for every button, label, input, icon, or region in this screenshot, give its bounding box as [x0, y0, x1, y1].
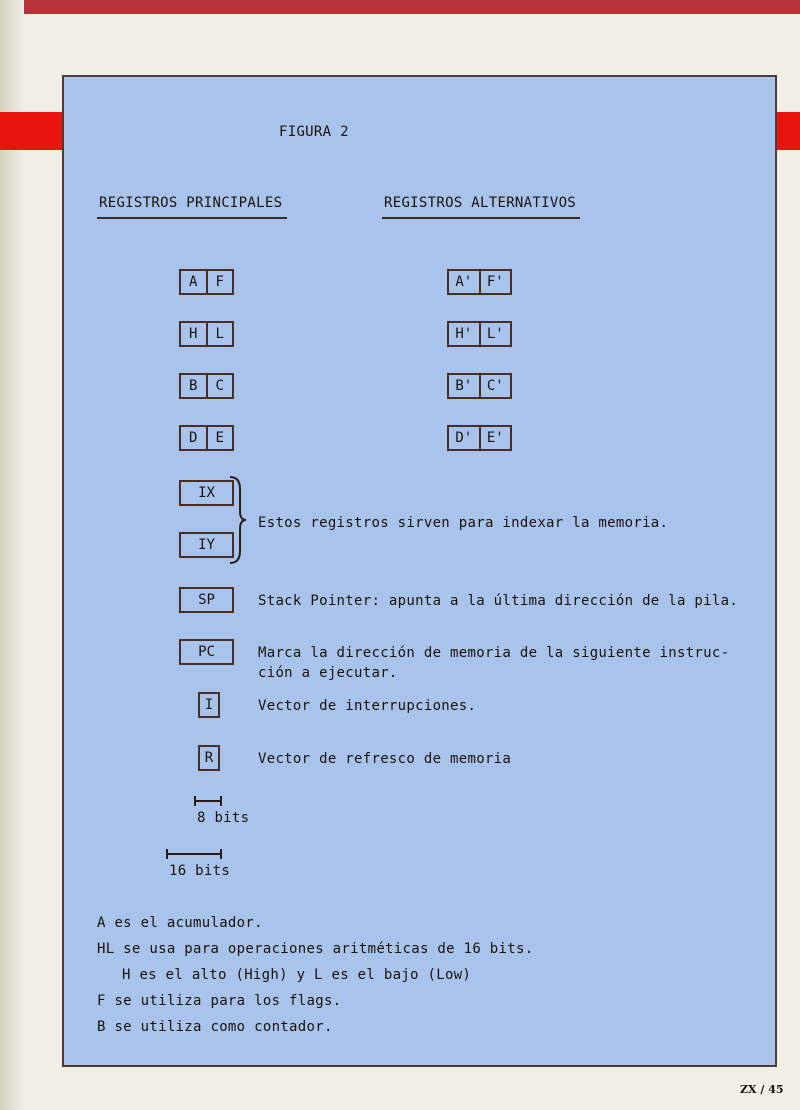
main-heading-underline: [97, 217, 287, 219]
register-sp: [179, 587, 234, 613]
register-cell: I: [204, 697, 214, 713]
register-cell: R: [204, 750, 214, 766]
register-cell: C: [206, 375, 233, 397]
register-cell: E': [479, 427, 511, 449]
register-cell: C': [479, 375, 511, 397]
note-accumulator: A es el acumulador.: [97, 915, 263, 931]
register-cell: A': [455, 274, 473, 290]
red-band-left: [0, 112, 62, 150]
register-r: [198, 745, 220, 771]
main-registers-heading: REGISTROS PRINCIPALES: [99, 195, 283, 211]
register-bc-alt: [447, 373, 512, 399]
figure-title: FIGURA 2: [279, 124, 349, 140]
sp-description: Stack Pointer: apunta a la última dirección de la pila.: [258, 593, 739, 609]
register-cell: PC: [198, 644, 215, 660]
register-cell: B: [189, 378, 198, 394]
register-cell: IX: [198, 485, 215, 501]
register-cell: IY: [198, 537, 215, 553]
spine-shadow: [0, 0, 24, 1110]
register-i: [198, 692, 220, 718]
register-cell: D': [455, 430, 473, 446]
bits8-label: 8 bits: [197, 810, 250, 826]
register-cell: H: [189, 326, 198, 342]
red-band-right: [777, 112, 800, 150]
pc-description-line1: Marca la dirección de memoria de la siguiente instruc-: [258, 645, 730, 661]
register-cell: L': [479, 323, 511, 345]
register-de: [179, 425, 234, 451]
page-number: ZX / 45: [740, 1083, 784, 1096]
register-bc: [179, 373, 234, 399]
bits16-marker: [166, 853, 222, 855]
index-brace: [224, 475, 248, 565]
bits8-marker: [194, 800, 222, 802]
note-counter: B se utiliza como contador.: [97, 1019, 333, 1035]
figure-box: [62, 75, 777, 1067]
register-af-alt: [447, 269, 512, 295]
note-high-low: H es el alto (High) y L es el bajo (Low): [122, 967, 472, 983]
i-description: Vector de interrupciones.: [258, 698, 477, 714]
register-cell: B': [455, 378, 473, 394]
alt-registers-heading: REGISTROS ALTERNATIVOS: [384, 195, 577, 211]
register-af: [179, 269, 234, 295]
bits16-label: 16 bits: [169, 863, 231, 879]
note-flags: F se utiliza para los flags.: [97, 993, 342, 1009]
page-edge: [0, 0, 800, 14]
register-cell: F: [206, 271, 233, 293]
register-cell: F': [479, 271, 511, 293]
pc-description-line2: ción a ejecutar.: [258, 665, 398, 681]
r-description: Vector de refresco de memoria: [258, 751, 512, 767]
register-de-alt: [447, 425, 512, 451]
note-hl: HL se usa para operaciones aritméticas de 16 bits.: [97, 941, 534, 957]
register-hl-alt: [447, 321, 512, 347]
register-cell: H': [455, 326, 473, 342]
register-cell: E: [206, 427, 233, 449]
register-cell: L: [206, 323, 233, 345]
index-description: Estos registros sirven para indexar la memoria.: [258, 515, 669, 531]
alt-heading-underline: [382, 217, 580, 219]
register-hl: [179, 321, 234, 347]
register-pc: [179, 639, 234, 665]
register-cell: A: [189, 274, 198, 290]
register-cell: SP: [198, 592, 215, 608]
register-cell: D: [189, 430, 198, 446]
